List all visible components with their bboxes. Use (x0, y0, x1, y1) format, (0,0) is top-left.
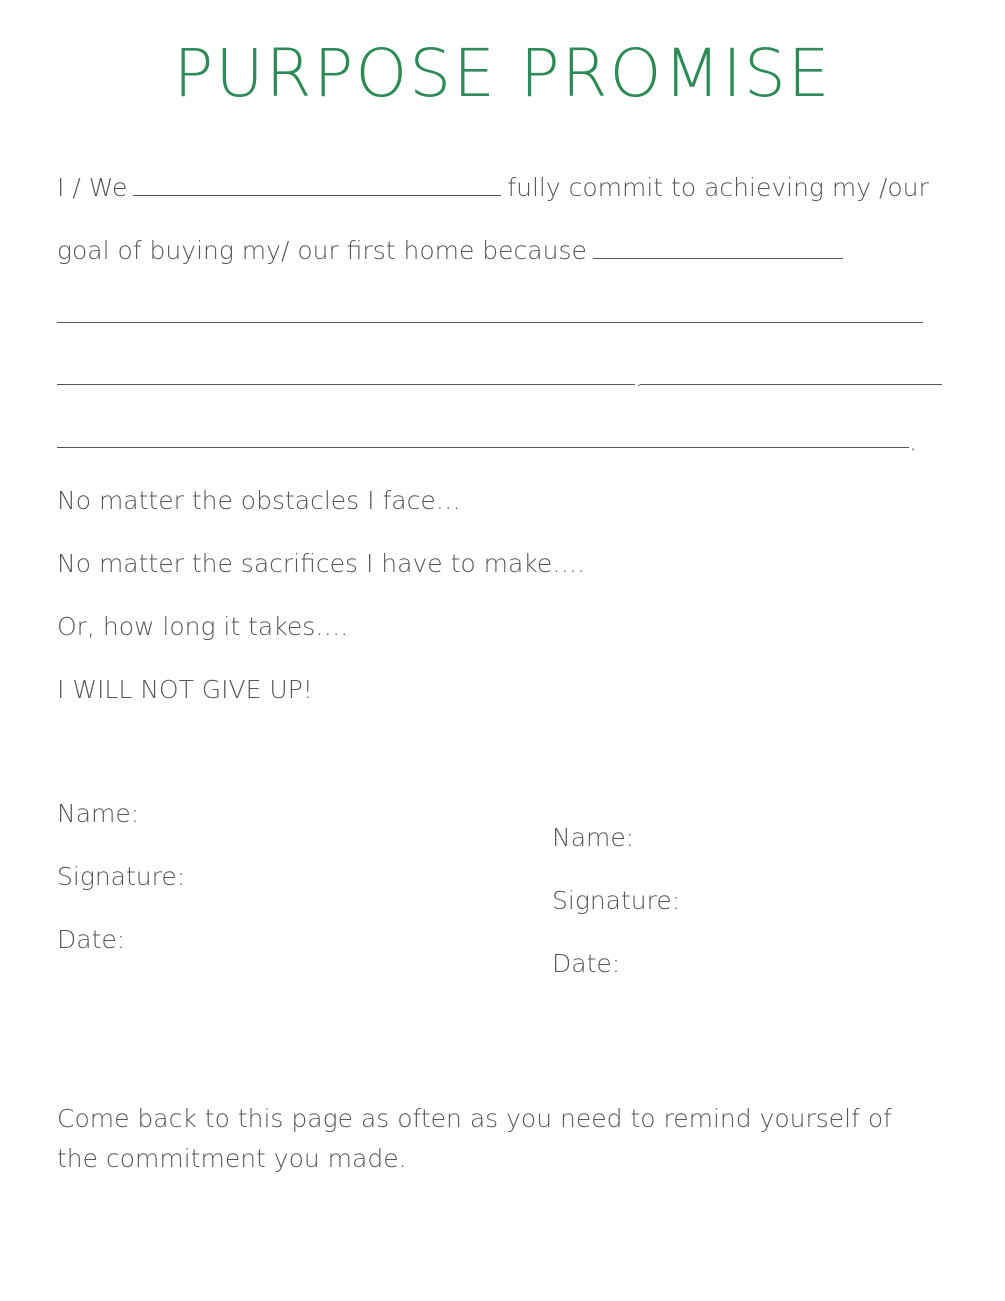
reason-blank-2[interactable] (57, 322, 923, 323)
right-date-label: Date: (552, 949, 621, 978)
statement-sacrifices: No matter the sacrifices I have to make…. (57, 549, 586, 578)
reason-end-period: . (909, 427, 917, 456)
pledge-commit-text: fully commit to achieving my /our (507, 173, 929, 202)
pledge-prefix: I / We (57, 173, 128, 202)
reason-blank-1[interactable] (593, 238, 843, 259)
reason-blank-5[interactable] (57, 447, 909, 448)
page-title: PURPOSE PROMISE (173, 35, 832, 112)
reason-blank-4[interactable] (640, 384, 942, 385)
left-date-label: Date: (57, 925, 126, 954)
pledge-line-2 (57, 235, 849, 267)
footer-reminder: Come back to this page as often as you need to remind yourself of the commitment you made. (57, 1104, 892, 1173)
right-name-label: Name: (552, 823, 635, 852)
reason-blank-3[interactable] (57, 384, 635, 385)
right-signature-label: Signature: (552, 886, 681, 915)
left-name-label: Name: (57, 799, 140, 828)
statement-how-long: Or, how long it takes…. (57, 612, 349, 641)
pledge-line-1 (57, 172, 929, 204)
statement-will-not-give-up: I WILL NOT GIVE UP! (57, 675, 313, 704)
pledge-because-text: goal of buying my/ our first home because (57, 236, 587, 265)
name-blank[interactable] (133, 175, 501, 196)
left-signature-label: Signature: (57, 862, 186, 891)
reason-period: . (635, 363, 643, 392)
statement-obstacles: No matter the obstacles I face… (57, 486, 461, 515)
